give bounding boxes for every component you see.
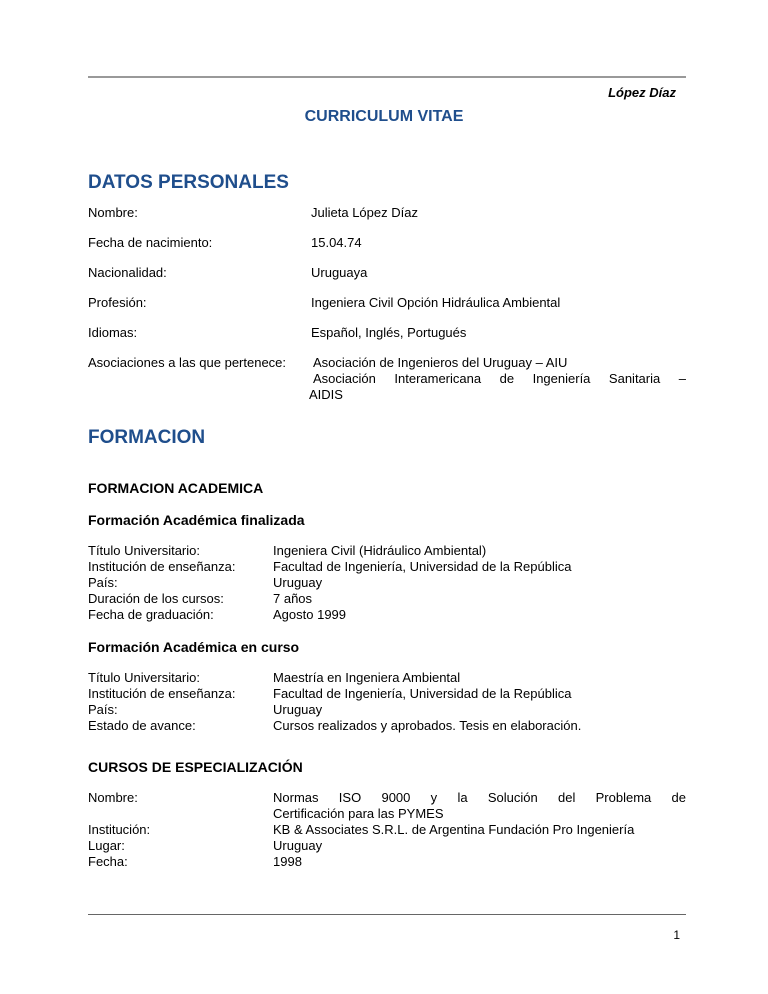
label: Título Universitario: [88, 670, 200, 685]
header-rule [88, 76, 686, 78]
label-nombre: Nombre: [88, 205, 138, 220]
value: Uruguay [273, 575, 323, 590]
heading-finalizada: Formación Académica finalizada [88, 512, 305, 528]
page-number: 1 [673, 928, 680, 942]
label: Duración de los cursos: [88, 591, 224, 606]
label: Título Universitario: [88, 543, 200, 558]
value-asociacion-3: AIDIS [309, 387, 343, 402]
header-author: López Díaz [608, 85, 676, 100]
value: Uruguay [273, 702, 323, 717]
label-fecha-nacimiento: Fecha de nacimiento: [88, 235, 213, 250]
value: Facultad de Ingeniería, Universidad de la República [273, 686, 572, 701]
label: Fecha: [88, 854, 128, 869]
label: Institución: [88, 822, 151, 837]
value: 1998 [273, 854, 302, 869]
subsection-formacion-academica: FORMACION ACADEMICA [88, 480, 264, 496]
heading-en-curso: Formación Académica en curso [88, 639, 300, 655]
label-idiomas: Idiomas: [88, 325, 138, 340]
section-cursos: CURSOS DE ESPECIALIZACIÓN [88, 759, 303, 775]
label: País: [88, 702, 118, 717]
label: Fecha de graduación: [88, 607, 214, 622]
en-curso-table [88, 670, 686, 734]
label: Institución de enseñanza: [88, 686, 236, 701]
label: Nombre: [88, 790, 138, 805]
label-nacionalidad: Nacionalidad: [88, 265, 167, 280]
footer-rule [88, 914, 686, 915]
value-profesion: Ingeniera Civil Opción Hidráulica Ambiental [311, 295, 561, 310]
label: Lugar: [88, 838, 125, 853]
value: Facultad de Ingeniería, Universidad de la República [273, 559, 572, 574]
value: Agosto 1999 [273, 607, 347, 622]
section-formacion: FORMACION [88, 427, 206, 448]
value-nombre: Julieta López Díaz [311, 205, 418, 220]
value: Normas ISO 9000 y la Solución del Problema de [273, 790, 686, 805]
label: Estado de avance: [88, 718, 196, 733]
value-fecha-nacimiento: 15.04.74 [311, 235, 362, 250]
value: 7 años [273, 591, 313, 606]
label: País: [88, 575, 118, 590]
section-datos-personales: DATOS PERSONALES [88, 172, 289, 193]
cursos-table [88, 790, 686, 870]
value: Uruguay [273, 838, 323, 853]
label: Institución de enseñanza: [88, 559, 236, 574]
value-asociacion-2: Asociación Interamericana de Ingeniería Sanitaria – [313, 371, 686, 386]
value-cont: Certificación para las PYMES [273, 806, 444, 821]
label-asociaciones: Asociaciones a las que pertenece: [88, 355, 287, 370]
finalizada-table [88, 543, 686, 623]
document-title: CURRICULUM VITAE [304, 108, 464, 125]
value-asociacion-1: Asociación de Ingenieros del Uruguay – AIU [313, 355, 568, 370]
value: Ingeniera Civil (Hidráulico Ambiental) [273, 543, 487, 558]
value: Cursos realizados y aprobados. Tesis en elaboración. [273, 718, 582, 733]
value-nacionalidad: Uruguaya [311, 265, 368, 280]
label-profesion: Profesión: [88, 295, 147, 310]
value-idiomas: Español, Inglés, Portugués [311, 325, 467, 340]
value: KB & Associates S.R.L. de Argentina Fundación Pro Ingeniería [273, 822, 635, 837]
value: Maestría en Ingeniera Ambiental [273, 670, 461, 685]
